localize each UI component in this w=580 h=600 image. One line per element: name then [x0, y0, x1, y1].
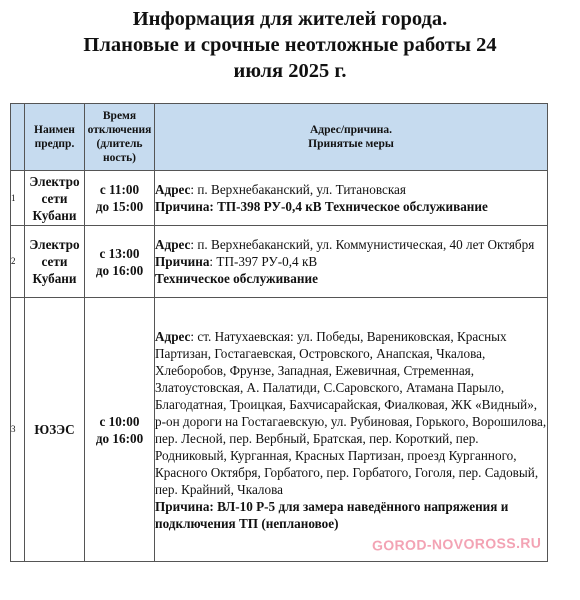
time-to: до 15:00	[95, 199, 144, 214]
row-address	[155, 226, 548, 298]
row-number: 1	[11, 171, 25, 226]
address-text: : ст. Натухаевская: ул. Победы, Варениковская, Красных Партизан, Гостагаевская, Островского, Анапская, Чкалова, Хлеборобов, Фрунзе, Западная, Ежевичная, Стременная, Златоустовская, А. Палатиди, С.Саровского, Атамана Парыло, Благодатная, Троицкая, Бахчисарайская, Фиалковая, ЖК «Видный», р-он дороги на Гостагаевскую, ул. Рубиновая, Горького, Ворошилова, пер. Лесной, пер. Вербный, Братская, пер. Короткий, пер. Родниковый, Курганная, Красных Партизан, проезд Курганного, Красного Октября, Горбатого, пер. Горбатого, Гоголя, пер. Садовый, пер. Крайний, Чкалова	[155, 328, 547, 497]
row-time	[85, 226, 155, 298]
row-address	[155, 171, 548, 226]
row-org: Электро сети Кубани	[25, 171, 85, 226]
row-address	[155, 298, 548, 562]
address-label: Адрес	[155, 237, 191, 252]
header-address-line-1: Адрес/причина.	[309, 124, 393, 136]
reason-label: Причина	[155, 199, 210, 214]
reason-text: : ТП-398 РУ-0,4 кВ Техническое обслуживание	[209, 199, 488, 214]
header-number	[11, 104, 25, 171]
reason-text: : ТП-397 РУ-0,4 кВ	[209, 254, 318, 269]
reason-label: Причина	[155, 254, 210, 269]
address-label: Адрес	[155, 182, 191, 197]
measure-text: Техническое обслуживание	[155, 271, 318, 286]
title-line-3: июля 2025 г.	[233, 60, 347, 82]
table-row	[11, 171, 548, 226]
time-to: до 16:00	[95, 430, 144, 446]
site-watermark: GOROD-NOVOROSS.RU	[371, 534, 542, 554]
address-text: : п. Верхнебаканский, ул. Коммунистическая, 40 лет Октября	[190, 237, 535, 252]
table-header-row	[11, 104, 548, 171]
header-address-line-2: Принятые меры	[308, 138, 394, 150]
title-line-1: Информация для жителей города.	[132, 8, 448, 30]
page-title	[0, 6, 580, 84]
reason-text: : ВЛ-10 Р-5 для замера наведённого напряжения и подключения ТП (неплановое)	[155, 498, 509, 531]
row-org: Электро сети Кубани	[25, 226, 85, 298]
outage-table	[10, 103, 548, 562]
row-time	[85, 298, 155, 562]
header-address	[155, 104, 548, 171]
table-row	[11, 226, 548, 298]
time-from: с 11:00	[99, 182, 140, 197]
address-label: Адрес	[155, 328, 191, 344]
time-from: с 10:00	[99, 413, 140, 429]
row-number: 2	[11, 226, 25, 298]
time-from: с 13:00	[99, 245, 140, 261]
reason-label: Причина	[155, 498, 210, 514]
header-time: Время отключения (длитель ность)	[85, 104, 155, 171]
title-line-2: Плановые и срочные неотложные работы 24	[83, 34, 497, 56]
address-text: : п. Верхнебаканский, ул. Титановская	[190, 182, 406, 197]
row-org: ЮЗЭС	[25, 298, 85, 562]
time-to: до 16:00	[95, 262, 144, 278]
row-time	[85, 171, 155, 226]
header-org: Наимен предпр.	[25, 104, 85, 171]
row-number: 3	[11, 298, 25, 562]
table-row	[11, 298, 548, 562]
